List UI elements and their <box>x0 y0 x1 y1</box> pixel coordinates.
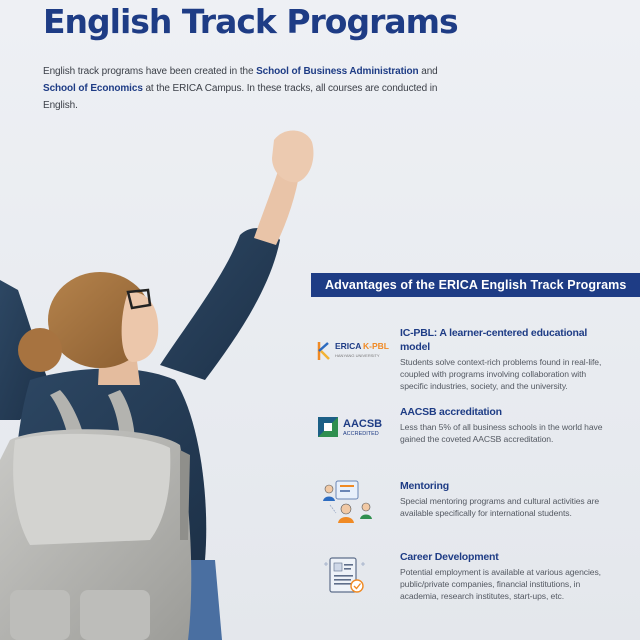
logo-aacsb-text: AACSB <box>343 418 383 430</box>
kpbl-emblem-icon <box>316 340 332 362</box>
career-description: Potential employment is available at various agencies, public/private companies, financial institutions, in academia, research institutes, start-ups, etc. <box>400 567 601 601</box>
aacsb-title: AACSB accreditation <box>400 406 502 418</box>
advantages-banner: Advantages of the ERICA English Track Programs <box>311 273 640 297</box>
icpbl-description: Students solve context-rich problems found in real-life, coupled with programs involving collaboration with specific industries, society, and the university. <box>400 357 602 391</box>
career-document-icon <box>316 556 392 596</box>
icpbl-title: IC-PBL: A learner-centered educational model <box>400 327 588 353</box>
logo-accredited-text: ACCREDITED <box>343 431 379 437</box>
intro-text-1: English track programs have been created in the <box>43 66 257 77</box>
student-photo <box>0 120 330 640</box>
intro-text-2: and <box>418 66 438 77</box>
aacsb-description: Less than 5% of all business schools in the world have gained the coveted AACSB accreditation. <box>400 422 603 444</box>
logo-kpbl-text: K-PBL <box>363 341 389 351</box>
aacsb-emblem-icon <box>318 417 338 437</box>
mentoring-title: Mentoring <box>400 480 449 492</box>
school-economics-link: School of Economics <box>43 83 143 94</box>
mentoring-icon <box>316 479 392 525</box>
mentoring-description: Special mentoring programs and cultural activities are available specifically for international students. <box>400 496 600 518</box>
school-business-link: School of Business Administration <box>256 66 419 77</box>
logo-erica-text: ERICA <box>335 341 362 351</box>
career-title: Career Development <box>400 551 499 563</box>
aacsb-logo <box>316 417 392 439</box>
erica-kpbl-logo <box>316 340 392 364</box>
intro-text-3: at the ERICA Campus. In these tracks, all courses are conducted in English. <box>43 83 438 111</box>
logo-hanyang-text: HANYANG UNIVERSITY <box>335 353 380 358</box>
intro-paragraph <box>43 63 463 114</box>
page-title: English Track Programs <box>43 2 458 41</box>
